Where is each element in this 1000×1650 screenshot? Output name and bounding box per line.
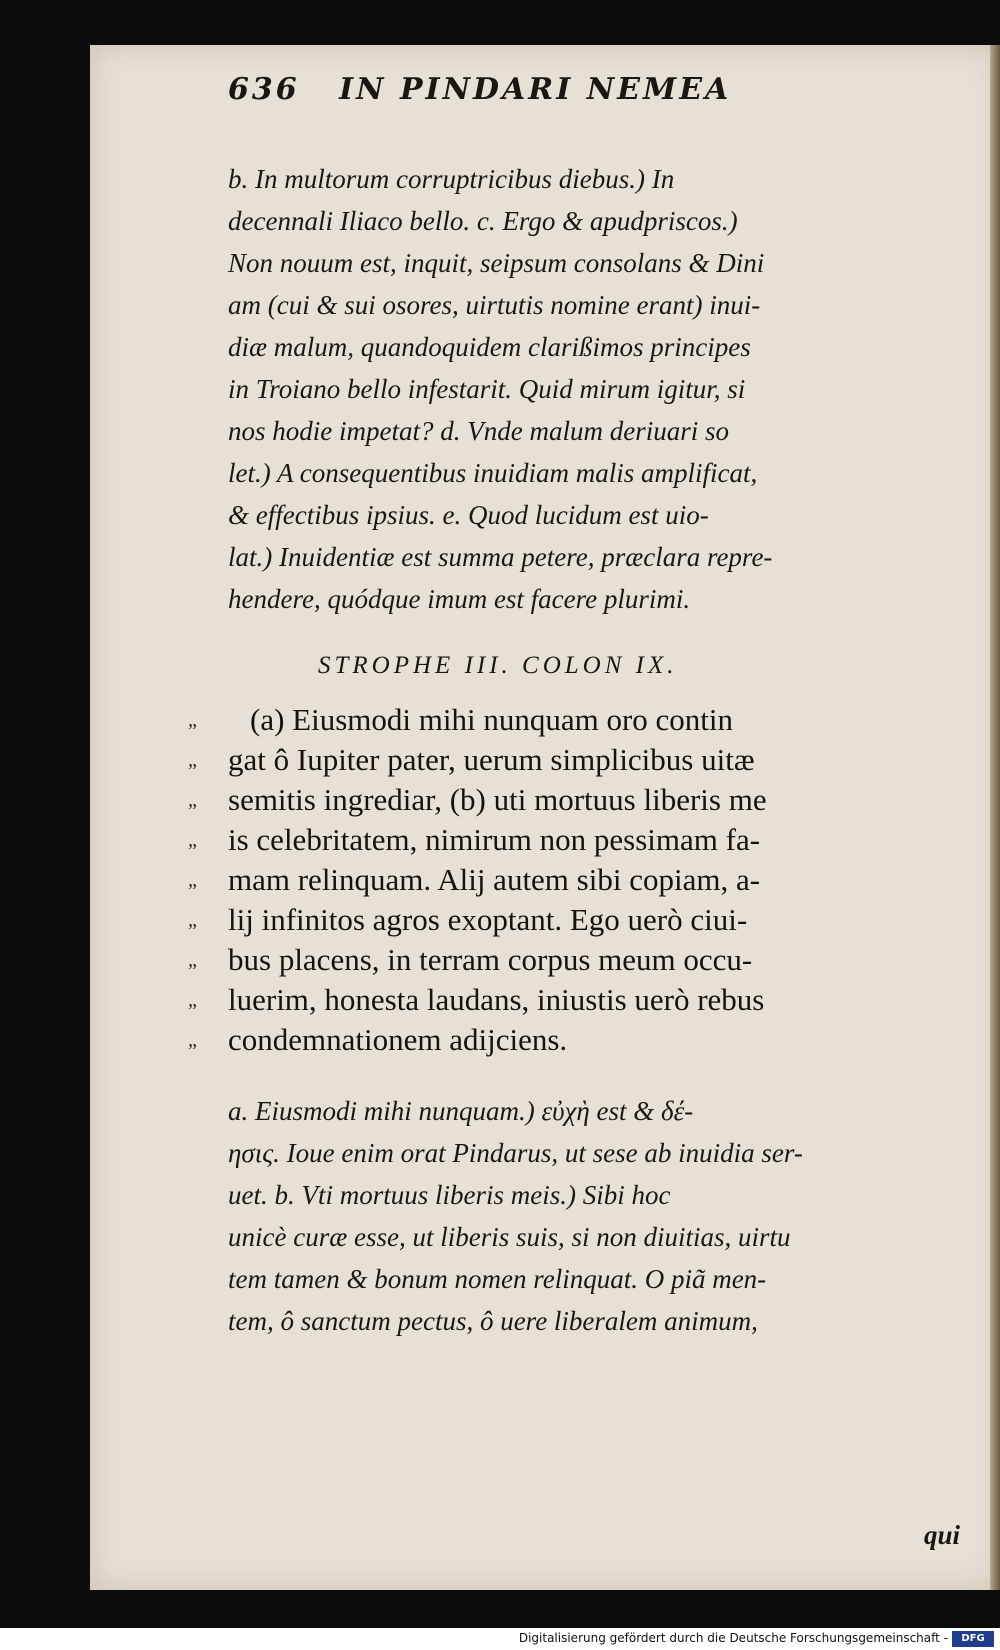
verse-translation bbox=[188, 700, 920, 1060]
commentary-line: hendere, quódque imum est facere plurimi. bbox=[228, 584, 691, 614]
verse-line: „ is celebritatem, nimirum non pessimam fa- bbox=[200, 820, 920, 860]
commentary-line: diæ malum, quandoquidem clarißimos principes bbox=[228, 332, 751, 362]
verse-line: „ semitis ingrediar, (b) uti mortuus liberis me bbox=[200, 780, 920, 820]
page-edge bbox=[990, 45, 1000, 1590]
page-number: 636 bbox=[228, 72, 300, 107]
commentary-line: tem tamen & bonum nomen relinquat. O piã men- bbox=[228, 1264, 767, 1294]
verse-line: „ condemnationem adijciens. bbox=[200, 1020, 920, 1060]
verse-line: „ lij infinitos agros exoptant. Ego uerò ciui- bbox=[200, 900, 920, 940]
commentary-line: ησις. Ioue enim orat Pindarus, ut sese ab inuidia ser- bbox=[228, 1138, 803, 1168]
quote-mark: „ bbox=[188, 989, 197, 1011]
running-title: IN PINDARI NEMEA bbox=[339, 72, 732, 107]
commentary-line: a. Eiusmodi mihi nunquam.) εὐχὴ est & δέ- bbox=[228, 1096, 694, 1126]
quote-mark: „ bbox=[188, 869, 197, 891]
quote-mark: „ bbox=[188, 829, 197, 851]
verse-line: „ (a) Eiusmodi mihi nunquam oro contin bbox=[200, 700, 920, 740]
quote-mark: „ bbox=[188, 789, 197, 811]
commentary-line: am (cui & sui osores, uirtutis nomine erant) inui- bbox=[228, 290, 761, 320]
commentary-block-2 bbox=[228, 1090, 908, 1342]
commentary-line: tem, ô sanctum pectus, ô uere liberalem animum, bbox=[228, 1306, 758, 1336]
commentary-block-1 bbox=[228, 158, 908, 620]
verse-line: „ mam relinquam. Alij autem sibi copiam, a- bbox=[200, 860, 920, 900]
commentary-line: let.) A consequentibus inuidiam malis amplificat, bbox=[228, 458, 758, 488]
footer-credit: Digitalisierung gefördert durch die Deutsche Forschungsgemeinschaft - bbox=[518, 1631, 948, 1645]
commentary-line: Non nouum est, inquit, seipsum consolans & Dini bbox=[228, 248, 765, 278]
commentary-line: decennali Iliaco bello. c. Ergo & apudpriscos.) bbox=[228, 206, 738, 236]
commentary-line: b. In multorum corruptricibus diebus.) In bbox=[228, 164, 675, 194]
footer-bar bbox=[0, 1628, 1000, 1650]
verse-line: „ luerim, honesta laudans, iniustis uerò rebus bbox=[200, 980, 920, 1020]
quote-mark: „ bbox=[188, 909, 197, 931]
commentary-line: lat.) Inuidentiæ est summa petere, præclara repre- bbox=[228, 542, 773, 572]
commentary-line: & effectibus ipsius. e. Quod lucidum est uio- bbox=[228, 500, 709, 530]
verse-line: „ bus placens, in terram corpus meum occu- bbox=[200, 940, 920, 980]
quote-mark: „ bbox=[188, 949, 197, 971]
running-header bbox=[228, 72, 908, 107]
commentary-line: in Troiano bello infestarit. Quid mirum igitur, si bbox=[228, 374, 746, 404]
dfg-logo: DFG bbox=[952, 1631, 994, 1647]
quote-mark: „ bbox=[188, 749, 197, 771]
quote-mark: „ bbox=[188, 709, 197, 731]
verse-line: „ gat ô Iupiter pater, uerum simplicibus uitæ bbox=[200, 740, 920, 780]
commentary-line: nos hodie impetat? d. Vnde malum deriuari so bbox=[228, 416, 729, 446]
catchword: qui bbox=[923, 1520, 960, 1550]
commentary-line: unicè curæ esse, ut liberis suis, si non diuitias, uirtu bbox=[228, 1222, 791, 1252]
quote-mark: „ bbox=[188, 1029, 197, 1051]
commentary-line: uet. b. Vti mortuus liberis meis.) Sibi hoc bbox=[228, 1180, 671, 1210]
section-heading: STROPHE III. COLON IX. bbox=[318, 652, 678, 679]
